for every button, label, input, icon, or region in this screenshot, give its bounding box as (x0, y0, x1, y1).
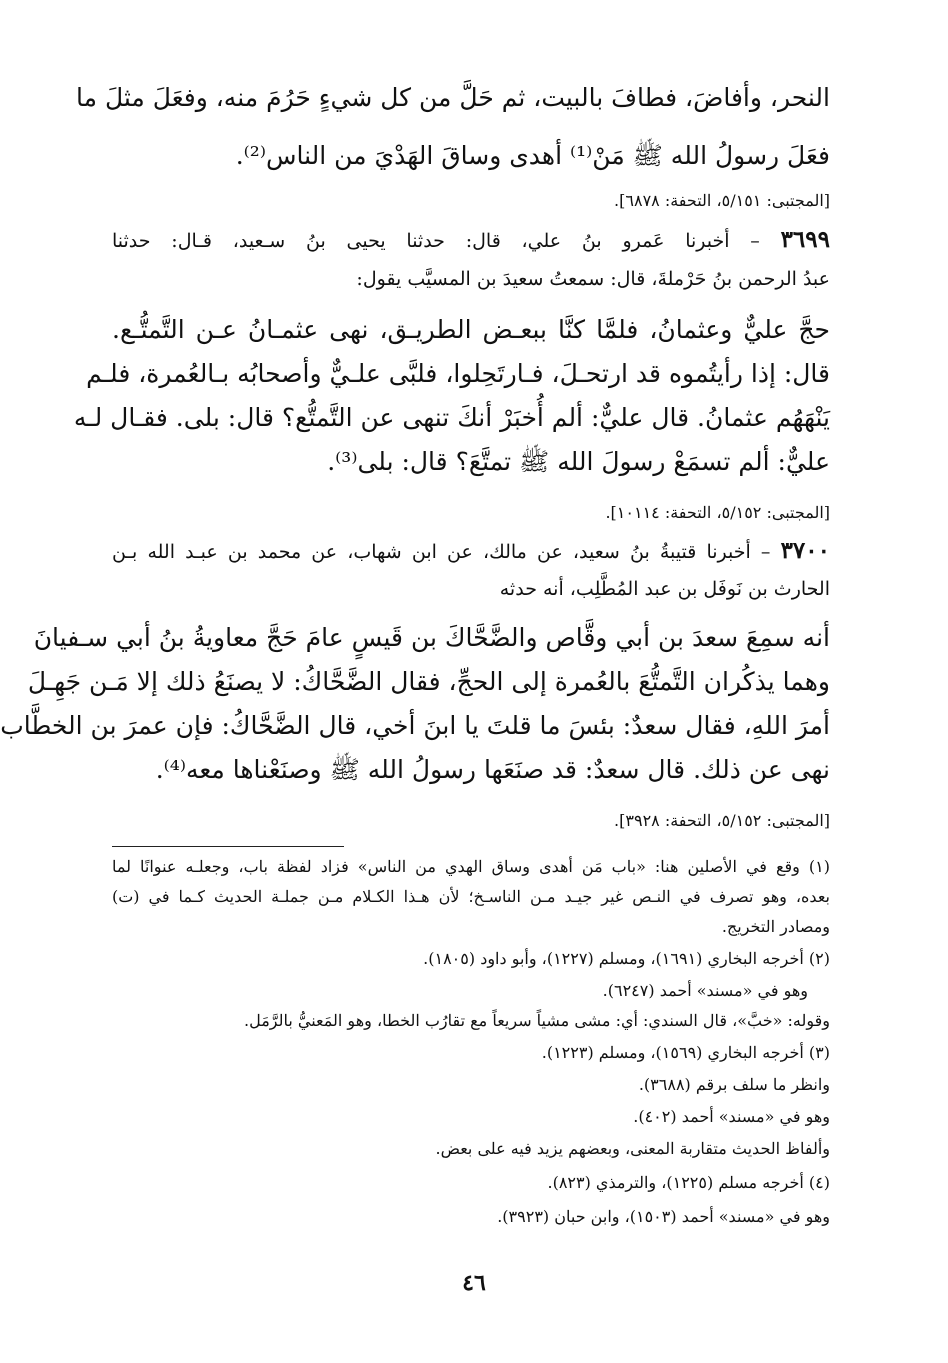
footnote-line: (٣) أخرجه البخاري (١٥٦٩)، ومسلم (١٢٢٣). (541, 1043, 830, 1062)
hadith-matn-line: نهى عن ذلك. قال سعدٌ: قد صنَعَها رسولُ الله ﷺ وصنَعْناها معه⁽⁴⁾. (155, 755, 830, 784)
hadith-matn-line: يَنْهَهُم عثمانُ. قال عليٌّ: ألم أُخبَرْ أنكَ تنهى عن التَّمتُّع؟ قال: بلى. فقـال لـه (73, 403, 830, 432)
hadith-matn-line: قال: إذا رأيتُموه قد ارتحـلَ، فـارتَحِلوا، فلبَّى علـيٌّ وأصحابُه بـالعُمرة، فلـم (86, 359, 830, 388)
footnote-line: (١) وقع في الأصلين هنا: «باب مَن أهدى وساق الهدي من الناس» فزاد لفظة باب، وجعلـه عنوانًا لما (112, 857, 830, 876)
hadith-number: ٣٦٩٩ (780, 226, 830, 253)
hadith-matn-line: وهما يذكُران التَّمتُّعَ بالعُمرة إلى الحجِّ، فقال الضَّحَّاكُ: لا يصنَعُ ذلك إلا مَـن جَهِـلَ (27, 667, 830, 696)
footnote-line: وقوله: «خبَّ»، قال السندي: أي: مشى مشياً سريعاً مع تقارُب الخطا، وهو المَعنيُّ بالرَّمَل. (244, 1011, 830, 1030)
footnote-line: ومصادر التخريج. (721, 917, 830, 936)
footnote-line: (٤) أخرجه مسلم (١٢٢٥)، والترمذي (٨٢٣). (547, 1173, 830, 1192)
isnad-text: – أخبرنا عَمرو بنُ علي، قال: حدثنا يحيى بنُ سـعيد، قـال: حدثنا (112, 230, 760, 252)
hadith-matn-line: أنه سمِعَ سعدَ بن أبي وقَّاص والضَّحَّاكَ بن قَيسٍ عامَ حَجَّ معاويةُ بنُ أبي سـفيانَ (33, 623, 830, 652)
footnote-line: وهو في «مسند» أحمد (٤٠٢). (633, 1107, 830, 1126)
source-reference: [المجتبى: ٥/١٥١، التحفة: ٦٨٧٨]. (614, 191, 830, 210)
footnote-line: (٢) أخرجه البخاري (١٦٩١)، ومسلم (١٢٢٧)، وأبو داود (١٨٠٥). (423, 949, 830, 968)
page-number: ٤٦ (462, 1270, 486, 1296)
footnote-separator (112, 846, 344, 847)
footnote-line: وألفاظ الحديث متقاربة المعنى، وبعضهم يزيد فيه على بعض. (435, 1139, 830, 1158)
source-reference: [المجتبى: ٥/١٥٢، التحفة: ٣٩٢٨]. (614, 811, 830, 830)
hadith-isnad-line: الحارث بن نَوفَل بن عبد المُطَّلِب، أنه حدثه (499, 578, 830, 600)
text-line: النحر، وأفاضَ، فطافَ بالبيت، ثم حَلَّ من كل شيءٍ حَرُمَ منه، وفعَلَ مثلَ ما (76, 83, 830, 112)
isnad-text: – أخبرنا قتيبةُ بنُ سعيد، عن مالك، عن ابن شهاب، عن محمد بن عبـد الله بـن (112, 541, 771, 563)
footnote-line: وانظر ما سلف برقم (٣٦٨٨). (638, 1075, 830, 1094)
hadith-matn-line: عليٌّ: ألم تسمَعْ رسولَ الله ﷺ تمتَّعَ؟ قال: بلى⁽³⁾. (327, 447, 830, 476)
text-line: فعَلَ رسولُ الله ﷺ مَنْ⁽¹⁾ أهدى وساقَ الهَدْيَ من الناس⁽²⁾. (235, 141, 830, 170)
hadith-matn-line: حجَّ عليٌّ وعثمانُ، فلمَّا كنَّا ببعـض الطريـق، نهى عثمـانُ عـن التَّمتُّـع. (112, 315, 830, 344)
footnote-line: وهو في «مسند» أحمد (١٥٠٣)، وابن حبان (٣٩٢٣). (497, 1207, 830, 1226)
hadith-matn-line: أمرَ اللهِ، فقال سعدٌ: بئسَ ما قلتَ يا ابنَ أخي، قال الضَّحَّاكُ: فإن عمرَ بن الخطَّاب (0, 711, 830, 740)
hadith-isnad-line (112, 536, 830, 566)
footnote-line: وهو في «مسند» أحمد (٦٢٤٧). (602, 981, 808, 1000)
hadith-number: ٣٧٠٠ (780, 537, 830, 564)
hadith-isnad-line (112, 225, 830, 255)
hadith-isnad-line: عبدُ الرحمن بنُ حَرْملةَ، قال: سمعتُ سعيدَ بن المسيَّب يقول: (356, 268, 830, 290)
footnote-line: بعده، وهو تصرف في النـص غير جيـد مـن الناسـخ؛ لأن هـذا الكـلام مـن جملـة الحديث كـما في (ت) (112, 887, 831, 906)
source-reference: [المجتبى: ٥/١٥٢، التحفة: ١٠١١٤]. (605, 503, 830, 522)
